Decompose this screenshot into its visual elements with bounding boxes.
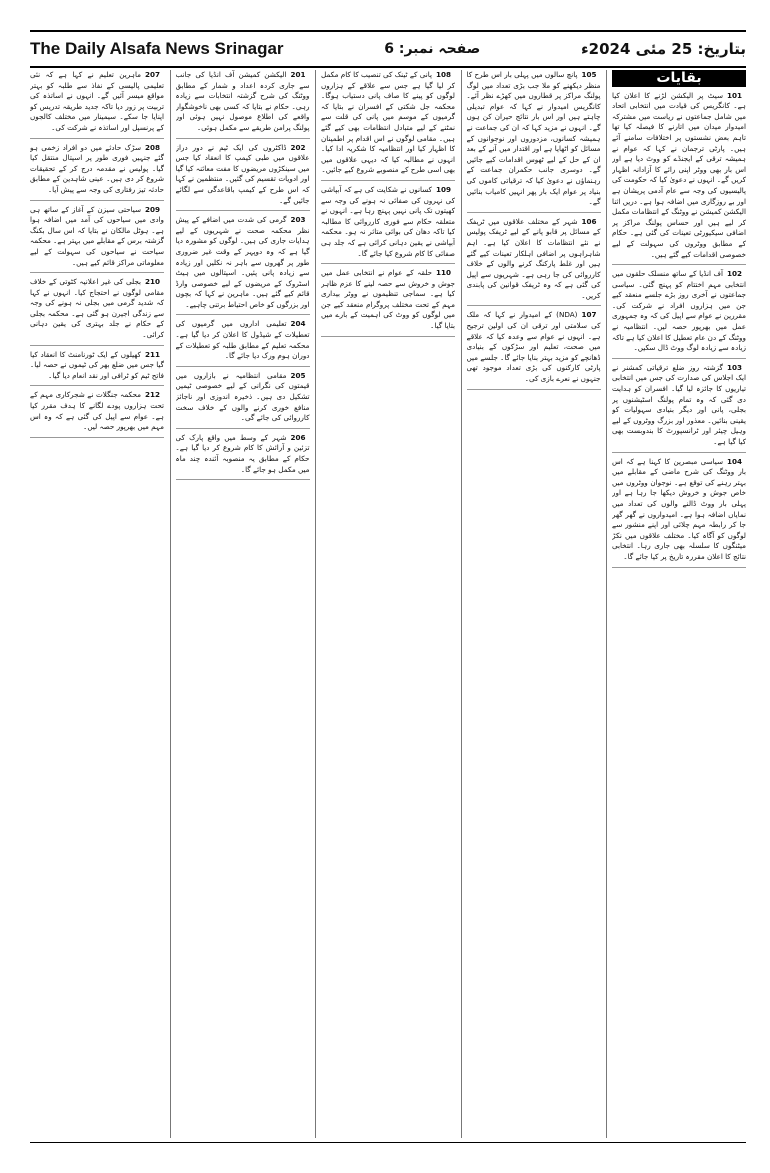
page-body xyxy=(30,70,746,1138)
continued-article xyxy=(30,390,164,437)
continued-article xyxy=(467,217,601,307)
article-number: 110 xyxy=(435,268,451,278)
article-text: 205مقامی انتظامیہ نے بازاروں میں قیمتوں کی نگرانی کے لیے خصوصی ٹیمیں تشکیل دی ہیں۔ ذخیرہ اندوزی اور ناجائز منافع خوری کرنے والوں کے خلاف سخت کارروائی کی جائے گی۔ xyxy=(175,370,310,423)
continued-article xyxy=(467,70,601,213)
article-text: 204تعلیمی اداروں میں گرمیوں کی تعطیلات کے شیڈول کا اعلان کر دیا گیا ہے۔ محکمہ تعلیم کے مطابق طلبہ کو تعطیلات کے دوران ہوم ورک دیا جائے گا۔ xyxy=(175,319,310,361)
continued-article xyxy=(321,268,455,337)
continued-article xyxy=(176,70,310,139)
article-text: 102آف انڈیا کے ساتھ منسلک حلقوں میں انتخابی مہم اختتام کو پہنچ گئی۔ سیاسی جماعتوں نے آخری روز بڑے جلسے منعقد کیے جن میں ہزاروں افراد نے شرکت کی۔ مقررین نے عوام سے اپیل کی کہ وہ جمہوری عمل میں بھرپور حصہ لیں۔ انتظامیہ نے ووٹنگ کے دن عام تعطیل کا اعلان کیا ہے تاکہ زیادہ سے زیادہ لوگ ووٹ ڈال سکیں۔ xyxy=(612,269,746,353)
article-number: 211 xyxy=(144,349,160,359)
article-number: 208 xyxy=(144,142,160,152)
page-number: صفحہ نمبر: 6 xyxy=(384,41,481,57)
article-text: 209سیاحتی سیزن کے آغاز کے ساتھ ہی وادی میں سیاحوں کی آمد میں اضافہ ہوا ہے۔ ہوٹل مالکان نے بتایا کہ اس سال بکنگ گزشتہ برس کے مقابلے میں بہتر ہے۔ محکمہ سیاحت نے سیاحوں کی سہولت کے لیے معلوماتی مراکز قائم کیے ہیں۔ xyxy=(30,204,164,267)
article-number: 107 xyxy=(581,310,597,320)
continued-article xyxy=(612,363,746,453)
article-text: 101سیٹ پر الیکشن لڑنے کا اعلان کیا ہے۔ کانگریس کی قیادت میں انتخابی اتحاد میں شامل جماعتوں نے ریاست میں مشترکہ امیدوار میدان میں اتارنے کا فیصلہ کیا تھا تاہم بعض نشستوں پر اختلافات سامنے آئے ہیں۔ پارٹی ترجمان نے کہا کہ عوام نے ہمیشہ ترقی کے ایجنڈے کو ووٹ دیا ہے اور اس بار بھی ووٹر اپنی رائے کا آزادانہ اظہار کریں گے۔ انہوں نے دعویٰ کیا کہ حکومت کی پالیسیوں کی وجہ سے عام آدمی پریشان ہے اور بے روزگاری میں اضافہ ہوا ہے۔ دریں اثنا الیکشن کمیشن نے ووٹنگ کے انتظامات مکمل کر لیے ہیں اور حساس پولنگ مراکز پر اضافی سیکیورٹی تعینات کی گئی ہے۔ حکام کے مطابق ووٹروں کی سہولت کے لیے خصوصی اقدامات کیے گئے ہیں۔ xyxy=(612,90,746,259)
continued-article xyxy=(321,185,455,264)
continued-article xyxy=(612,269,746,359)
masthead xyxy=(30,30,746,68)
column-divider xyxy=(461,70,462,1138)
article-number: 105 xyxy=(581,70,597,79)
article-text: 201الیکشن کمیشن آف انڈیا کی جانب سے جاری کردہ اعداد و شمار کے مطابق ووٹنگ کی شرح گزشتہ انتخابات سے زیادہ رہی۔ حکام نے بتایا کہ کسی بھی ناخوشگوار واقعے کی اطلاع موصول نہیں ہوئی اور پولنگ پرامن طریقے سے مکمل ہوئی۔ xyxy=(175,70,310,132)
article-number: 209 xyxy=(144,204,160,214)
article-text: 104سیاسی مبصرین کا کہنا ہے کہ اس بار ووٹنگ کی شرح ماضی کے مقابلے میں بہتر رہنے کی توقع ہے۔ نوجوان ووٹروں میں خاص جوش و خروش دیکھا جا رہا ہے اور پہلی بار ووٹ ڈالنے والوں کی تعداد میں نمایاں اضافہ ہوا ہے۔ امیدواروں نے گھر گھر جا کر رابطہ مہم چلائی اور اپنے منشور سے لوگوں کو آگاہ کیا۔ مختلف علاقوں میں نکڑ میٹنگوں کا سلسلہ بھی جاری رہا۔ انتخابی نتائج کا اعلان مقررہ تاریخ پر کیا جائے گا۔ xyxy=(612,456,746,561)
article-number: 206 xyxy=(290,432,306,442)
section-banner: بقایات xyxy=(612,70,746,87)
article-column xyxy=(321,70,455,1138)
column-divider xyxy=(170,70,171,1138)
continued-article xyxy=(321,70,455,181)
article-number: 201 xyxy=(290,70,306,79)
continued-article xyxy=(30,350,164,387)
continued-article xyxy=(176,319,310,366)
article-text: 203گرمی کی شدت میں اضافے کے پیش نظر محکمہ صحت نے شہریوں کے لیے ہدایات جاری کی ہیں۔ لوگوں کو مشورہ دیا گیا ہے کہ وہ دوپہر کے وقت غیر ضروری طور پر گھروں سے باہر نہ نکلیں اور زیادہ سے زیادہ پانی پئیں۔ اسپتالوں میں ہیٹ اسٹروک کے مریضوں کے لیے خصوصی وارڈ قائم کیے گئے ہیں۔ ماہرین نے کہا کہ بچوں اور بزرگوں کو خاص احتیاط برتنی چاہیے۔ xyxy=(175,215,310,309)
article-text: 207ماہرین تعلیم نے کہا ہے کہ نئی تعلیمی پالیسی کے نفاذ سے طلبہ کو بہتر مواقع میسر آئیں گے۔ انہوں نے اساتذہ کی تربیت پر زور دیا تاکہ جدید طریقہ تدریس کو اپنایا جا سکے۔ سیمینار میں مختلف کالجوں کے پرنسپل اور اساتذہ نے شرکت کی۔ xyxy=(30,70,164,132)
continued-article xyxy=(612,91,746,266)
article-text: 103گزشتہ روز ضلع ترقیاتی کمشنر نے ایک اجلاس کی صدارت کی جس میں انتخابی تیاریوں کا جائزہ لیا گیا۔ افسران کو ہدایت دی گئی کہ وہ تمام پولنگ اسٹیشنوں پر بجلی، پانی اور دیگر بنیادی سہولیات کو یقینی بنائیں۔ معذور اور بزرگ ووٹروں کے لیے وہیل چیئر اور ٹرانسپورٹ کا بندوبست بھی کیا گیا ہے۔ xyxy=(612,362,746,446)
article-text: 212محکمہ جنگلات نے شجرکاری مہم کے تحت ہزاروں پودے لگانے کا ہدف مقرر کیا ہے۔ عوام سے اپیل کی گئی ہے کہ وہ اس مہم میں بھرپور حصہ لیں۔ xyxy=(30,390,164,432)
continued-article xyxy=(176,371,310,429)
article-column xyxy=(176,70,310,1138)
article-text: 106شہر کے مختلف علاقوں میں ٹریفک کے مسائل پر قابو پانے کے لیے ٹریفک پولیس نے نئے انتظامات کا اعلان کیا ہے۔ اہم شاہراہوں پر اضافی اہلکار تعینات کیے گئے ہیں اور غلط پارکنگ کرنے والوں کے خلاف کارروائی کی جا رہی ہے۔ شہریوں سے اپیل کی گئی ہے کہ وہ ٹریفک قوانین کی پابندی کریں۔ xyxy=(466,216,601,300)
article-text: 108پانی کے ٹینک کی تنصیب کا کام مکمل کر لیا گیا ہے جس سے علاقے کے ہزاروں لوگوں کو پینے کا صاف پانی دستیاب ہوگا۔ محکمہ جل شکتی کے افسران نے بتایا کہ گرمیوں کے موسم میں پانی کی قلت سے نمٹنے کے لیے متبادل انتظامات بھی کیے گئے ہیں۔ مقامی لوگوں نے اس اقدام پر اطمینان کا اظہار کیا اور انتظامیہ کا شکریہ ادا کیا۔ انہوں نے مطالبہ کیا کہ دیہی علاقوں میں بھی اسی طرح کے منصوبے شروع کیے جائیں۔ xyxy=(321,70,455,175)
continued-article xyxy=(30,143,164,201)
continued-article xyxy=(176,433,310,480)
article-number: 109 xyxy=(435,184,451,194)
article-number: 212 xyxy=(144,390,160,400)
article-number: 205 xyxy=(290,370,306,380)
article-number: 103 xyxy=(726,362,742,372)
article-number: 106 xyxy=(581,216,597,226)
article-number: 204 xyxy=(290,319,306,329)
continued-article xyxy=(612,457,746,568)
continued-article xyxy=(30,70,164,139)
article-text: 105پانچ سالوں میں پہلی بار اس طرح کا منظر دیکھنے کو ملا جب بڑی تعداد میں لوگ پولنگ مراکز پر قطاروں میں کھڑے نظر آئے۔ کانگریس امیدوار نے کہا کہ عوام تبدیلی چاہتے ہیں اور اس بار نتائج حیران کن ہوں گے۔ انہوں نے مزید کہا کہ ان کی جماعت نے ہمیشہ کسانوں، مزدوروں اور نوجوانوں کے مسائل کو اٹھایا ہے اور اقتدار میں آنے کے بعد ان کے حل کے لیے ٹھوس اقدامات کیے جائیں گے۔ دوسری جانب حکمران جماعت کے رہنماؤں نے دعویٰ کیا کہ ترقیاتی کاموں کی بنیاد پر عوام ایک بار پھر انہیں کامیاب بنائیں گے۔ xyxy=(466,70,601,207)
article-text: 107(NDA) کے امیدوار نے کہا کہ ملک کی سلامتی اور ترقی ان کی اولین ترجیح ہے۔ انہوں نے عوام سے وعدہ کیا کہ علاقے میں صحت، تعلیم اور سڑکوں کے بنیادی ڈھانچے کو مزید بہتر بنایا جائے گا۔ جلسے میں پارٹی کارکنوں کی بڑی تعداد موجود تھی جنہوں نے نعرے بازی کی۔ xyxy=(466,310,601,384)
article-column xyxy=(467,70,601,1138)
continued-article xyxy=(30,277,164,346)
column-divider xyxy=(315,70,316,1138)
article-number: 108 xyxy=(435,70,451,79)
article-number: 210 xyxy=(144,277,160,287)
article-number: 102 xyxy=(726,269,742,279)
article-text: 211کھیلوں کے ایک ٹورنامنٹ کا انعقاد کیا گیا جس میں ضلع بھر کی ٹیموں نے حصہ لیا۔ فاتح ٹیم کو ٹرافی اور نقد انعام دیا گیا۔ xyxy=(30,349,164,380)
article-text: 206شہر کے وسط میں واقع پارک کی تزئین و آرائش کا کام شروع کر دیا گیا ہے۔ حکام کے مطابق یہ منصوبہ آئندہ چند ماہ میں مکمل ہو جائے گا۔ xyxy=(175,432,310,474)
article-number: 104 xyxy=(726,456,742,466)
article-number: 207 xyxy=(144,70,160,79)
article-text: 202ڈاکٹروں کی ایک ٹیم نے دور دراز علاقوں میں طبی کیمپ کا انعقاد کیا جس میں سینکڑوں مریضوں کا مفت معائنہ کیا گیا اور ادویات تقسیم کی گئیں۔ منتظمین نے کہا کہ اس طرح کے کیمپ باقاعدگی سے لگائے جائیں گے۔ xyxy=(175,142,310,205)
newspaper-name: The Daily Alsafa News Srinagar xyxy=(30,39,284,58)
article-number: 101 xyxy=(726,90,742,100)
article-number: 202 xyxy=(290,142,306,152)
continued-article xyxy=(467,310,601,389)
footer-rule xyxy=(30,1142,746,1143)
continued-article xyxy=(176,143,310,212)
article-text: 110حلقہ کے عوام نے انتخابی عمل میں جوش و خروش سے حصہ لینے کا عزم ظاہر کیا ہے۔ سماجی تنظیموں نے ووٹر بیداری مہم کے تحت مختلف پروگرام منعقد کیے جن میں لوگوں کو ووٹ کی اہمیت کے بارے میں بتایا گیا۔ xyxy=(321,268,455,331)
article-column xyxy=(612,70,746,1138)
article-number: 203 xyxy=(290,215,306,225)
continued-article xyxy=(30,205,164,274)
article-text: 109کسانوں نے شکایت کی ہے کہ آبپاشی کی نہروں کی صفائی نہ ہونے کی وجہ سے کھیتوں تک پانی نہیں پہنچ رہا ہے۔ انہوں نے متعلقہ حکام سے فوری کارروائی کا مطالبہ کیا تاکہ دھان کی بوائی متاثر نہ ہو۔ محکمہ آبپاشی نے یقین دہانی کرائی ہے کہ جلد ہی صفائی کا کام شروع کیا جائے گا۔ xyxy=(321,184,455,258)
article-column xyxy=(30,70,164,1138)
article-text: 210بجلی کی غیر اعلانیہ کٹوتی کے خلاف مقامی لوگوں نے احتجاج کیا۔ انہوں نے کہا کہ شدید گرمی میں بجلی نہ ہونے کی وجہ سے زندگی اجیرن ہو گئی ہے۔ محکمہ بجلی کے حکام نے جلد بہتری کی یقین دہانی کرائی۔ xyxy=(30,277,164,340)
issue-date: بتاریخ: 25 مئی 2024ء xyxy=(580,40,746,58)
column-divider xyxy=(606,70,607,1138)
article-text: 208سڑک حادثے میں دو افراد زخمی ہو گئے جنہیں فوری طور پر اسپتال منتقل کیا گیا۔ پولیس نے مقدمہ درج کر کے تحقیقات شروع کر دی ہیں۔ عینی شاہدین کے مطابق حادثہ تیز رفتاری کی وجہ سے پیش آیا۔ xyxy=(30,142,164,194)
continued-article xyxy=(176,215,310,315)
